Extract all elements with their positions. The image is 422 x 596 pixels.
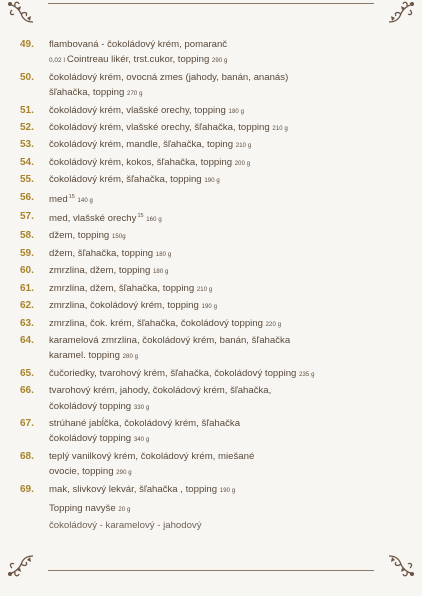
menu-item-line (49, 172, 422, 189)
menu-item-line (49, 298, 422, 315)
menu-item-line (49, 416, 422, 431)
menu-item (0, 172, 422, 189)
menu-item-number: 51. (20, 104, 34, 116)
menu-item-line (49, 482, 422, 499)
top-divider (48, 3, 374, 4)
menu-item-line (49, 137, 422, 154)
menu-item-number: 67. (20, 417, 34, 429)
menu-item-number: 50. (20, 71, 34, 83)
menu-item-number: 57. (20, 211, 34, 223)
menu-item-line (49, 316, 422, 333)
menu-item-weight: 330 g (133, 404, 150, 411)
menu-item-weight: 150g (111, 234, 126, 241)
menu-item-line (49, 449, 422, 464)
menu-item (0, 246, 422, 263)
vine-corner-ornament-icon (386, 548, 416, 578)
allergen-superscript: 15 (137, 213, 144, 220)
menu-item-description: čučoriedky, tvarohový krém, šľahačka, čokoládový topping (49, 367, 297, 379)
menu-item (0, 70, 422, 103)
menu-item-line (49, 399, 422, 416)
bottom-divider (48, 570, 374, 571)
menu-item-description: strúhané jabĺčka, čokoládový krém, šľahačka (49, 417, 241, 429)
menu-item-weight: 210 g (272, 126, 288, 133)
topping-title (49, 501, 202, 518)
menu-item (0, 366, 422, 383)
menu-item-description: teplý vanilkový krém, čokoládový krém, miešané (49, 450, 255, 462)
menu-item (0, 482, 422, 499)
menu-item-weight: 220 g (265, 321, 282, 328)
menu-item-line (49, 464, 422, 481)
menu-item-weight: 270 g (127, 91, 143, 98)
menu-item-line (49, 155, 422, 172)
vine-corner-ornament-icon (6, 0, 36, 30)
menu-item-weight: 235 g (299, 371, 315, 378)
menu-item-line (49, 348, 422, 365)
menu-item-description: čokoládový topping (49, 400, 132, 412)
menu-item-description: zmrzlina, čokoládový krém, topping (49, 300, 199, 312)
menu-item-description: čokoládový krém, vlašské orechy, topping (49, 104, 226, 116)
menu-item-number: 58. (20, 230, 34, 242)
menu-item-description: karamelová zmrzlina, čokoládový krém, banán, šľahačka (49, 334, 291, 346)
menu-item-description: zmrzlina, džem, šľahačka, topping (49, 282, 195, 294)
topping-extra-section (49, 501, 202, 534)
menu-item-volume: 0,02 l (49, 57, 65, 65)
menu-item-line (49, 37, 422, 52)
menu-item-weight: 190 g (219, 487, 236, 494)
menu-item (0, 103, 422, 120)
menu-item-weight: 210 g (235, 143, 252, 150)
menu-item-number: 63. (20, 317, 34, 329)
menu-item-number: 59. (20, 247, 34, 259)
menu-item-weight: 190 g (204, 178, 220, 185)
menu-item-line (49, 120, 422, 137)
menu-item (0, 333, 422, 366)
menu-item-weight: 180 g (152, 269, 169, 276)
allergen-superscript: 15 (68, 193, 75, 200)
menu-item-line (49, 85, 422, 102)
menu-item-weight: 180 g (155, 251, 172, 258)
menu-item-description: čokoládový krém, vlašské orechy, šľahačka, topping (49, 122, 270, 134)
menu-item-weight: 340 g (133, 437, 150, 444)
menu-item-description: tvarohový krém, jahody, čokoládový krém, šľahačka, (49, 385, 272, 397)
menu-item-description: čokoládový krém, kokos, šľahačka, topping (49, 156, 233, 168)
menu-item (0, 263, 422, 280)
menu-item-line (49, 333, 422, 348)
vine-corner-ornament-icon (6, 548, 36, 578)
menu-item-description: med, vlašské orechy (49, 213, 137, 225)
menu-item-weight: 210 g (196, 286, 213, 293)
menu-item-weight: 190 g (201, 304, 218, 311)
menu-item-description: džem, topping (49, 230, 110, 242)
menu-item (0, 37, 422, 70)
menu-item-weight: 180 g (228, 108, 245, 115)
menu-item (0, 316, 422, 333)
menu-item-number: 68. (20, 450, 34, 462)
menu-item (0, 228, 422, 245)
menu-item-description: čokoládový krém, šľahačka, topping (49, 174, 202, 186)
menu-item (0, 137, 422, 154)
menu-item-description: med (49, 193, 68, 205)
menu-item-number: 56. (20, 191, 34, 203)
menu-item-weight: 140 g (77, 197, 93, 204)
menu-item-number: 61. (20, 282, 34, 294)
topping-weight: 20 g (118, 507, 131, 513)
menu-item-number: 60. (20, 265, 34, 277)
menu-item-weight: 290 g (211, 58, 228, 65)
menu-item (0, 281, 422, 298)
menu-item-number: 54. (20, 156, 34, 168)
menu-item-line (49, 190, 422, 209)
menu-item-line (49, 263, 422, 280)
menu-item (0, 449, 422, 482)
menu-item-description: mak, slivkový lekvár, šľahačka , topping (49, 483, 218, 495)
topping-flavors: čokoládový - karamelový - jahodový (49, 520, 202, 531)
menu-item-description: ovocie, topping (49, 466, 114, 478)
menu-item-description: flambovaná - čokoládový krém, pomaranč (49, 39, 228, 50)
menu-item-description: šľahačka, topping (49, 87, 125, 99)
menu-item-description: čokoládový topping (49, 433, 132, 445)
menu-item-number: 66. (20, 385, 34, 397)
menu-item-description: Cointreau likér, trst.cukor, topping (66, 54, 210, 66)
menu-item-number: 69. (20, 483, 34, 495)
menu-item-line (49, 52, 422, 69)
menu-item-description: karamel. topping (49, 350, 120, 362)
menu-item-description: čokoládový krém, mandle, šľahačka, toping (49, 139, 234, 151)
menu-item-number: 55. (20, 174, 34, 186)
menu-item-description: čokoládový krém, ovocná zmes (jahody, banán, ananás) (49, 71, 289, 83)
menu-item-number: 53. (20, 139, 34, 151)
menu-item-description: zmrzlina, čok. krém, šľahačka, čokoládový topping (49, 317, 263, 329)
menu-item-line (49, 383, 422, 398)
menu-item-line (49, 366, 422, 383)
menu-item-number: 49. (20, 39, 34, 50)
menu-item-line (49, 209, 422, 228)
menu-item (0, 416, 422, 449)
menu-item (0, 383, 422, 416)
menu-item-line (49, 103, 422, 120)
menu-item-line (49, 281, 422, 298)
menu-item-number: 52. (20, 122, 34, 134)
menu-item-line (49, 70, 422, 85)
topping-title-text: Topping navyše (49, 503, 116, 514)
menu-item (0, 298, 422, 315)
menu-item-line (49, 228, 422, 245)
vine-corner-ornament-icon (386, 0, 416, 30)
menu-item (0, 190, 422, 209)
menu-item-number: 65. (20, 367, 34, 379)
menu-item-weight: 280 g (122, 354, 139, 361)
menu-item (0, 209, 422, 228)
menu-item-number: 62. (20, 300, 34, 312)
menu-item-weight: 290 g (116, 470, 132, 477)
menu-item-number: 64. (20, 334, 34, 346)
menu-item-line (49, 431, 422, 448)
menu-item-line (49, 246, 422, 263)
menu-item-description: džem, šľahačka, topping (49, 247, 154, 259)
menu-item-list (0, 37, 422, 499)
menu-item-weight: 160 g (146, 217, 162, 224)
menu-item (0, 155, 422, 172)
menu-item-description: zmrzlina, džem, topping (49, 265, 151, 277)
menu-item (0, 120, 422, 137)
menu-item-weight: 200 g (234, 160, 251, 167)
